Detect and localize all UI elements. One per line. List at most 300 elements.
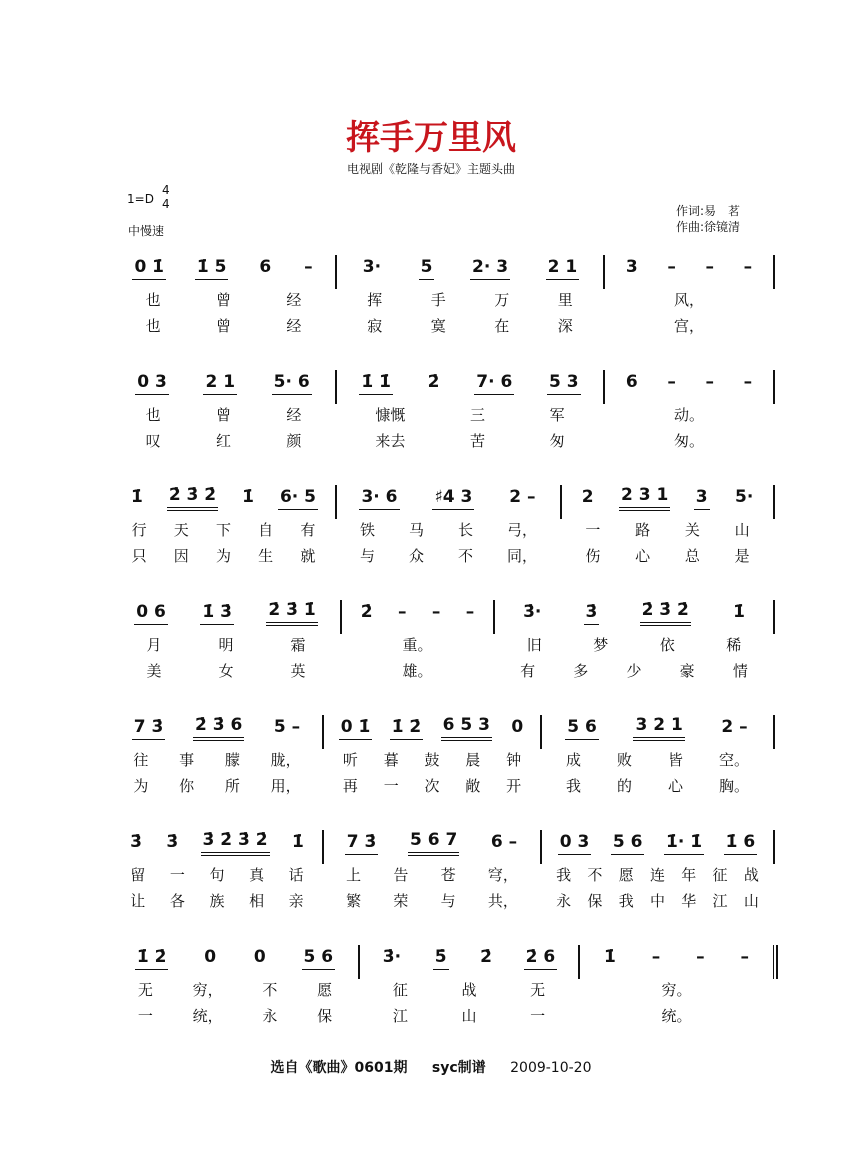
lyric-syllable: 中 bbox=[649, 892, 665, 910]
lyric-syllable: 胧， bbox=[270, 751, 301, 769]
lyric-syllable: 深 bbox=[557, 317, 573, 335]
barline bbox=[358, 945, 360, 979]
lyric-syllable: 自 bbox=[258, 521, 274, 539]
lyric-syllable: 败 bbox=[616, 751, 632, 769]
lyric-line-1 bbox=[118, 404, 329, 430]
note-group: – bbox=[743, 372, 753, 392]
lyric-syllable: 三 bbox=[469, 406, 485, 424]
lyric-syllable: 是 bbox=[734, 547, 750, 565]
lyric-syllable: 关 bbox=[684, 521, 700, 539]
lyric-line-1 bbox=[118, 289, 329, 315]
footer-source: 选自《歌曲》0601期 bbox=[270, 1060, 408, 1076]
note-group: 7 3̇ bbox=[345, 832, 379, 855]
lyric-syllable: 用， bbox=[270, 777, 301, 795]
lyric-syllable: 同， bbox=[506, 547, 537, 565]
note-group: 6 bbox=[625, 372, 638, 392]
note-group: 2 1 bbox=[203, 372, 237, 395]
note-group: – bbox=[705, 372, 714, 392]
note-group: 6 – bbox=[490, 832, 518, 852]
note-group: – bbox=[696, 947, 705, 967]
lyric-line-1 bbox=[366, 979, 572, 1005]
note-group: 2 1 bbox=[546, 257, 580, 280]
lyric-syllable: 所 bbox=[224, 777, 240, 795]
barline bbox=[335, 255, 337, 289]
note-group: 6 5 3 bbox=[441, 715, 492, 741]
notes bbox=[343, 483, 554, 513]
score-row bbox=[118, 943, 778, 1053]
lyric-line-2 bbox=[366, 1005, 572, 1031]
note-group: 2 3 1 bbox=[619, 485, 670, 511]
note-group: 0 3 bbox=[558, 832, 592, 855]
barline bbox=[773, 600, 775, 634]
note-group: 1̇ 6 bbox=[724, 832, 758, 855]
lyric-line-2 bbox=[118, 545, 329, 571]
barline bbox=[560, 485, 562, 519]
note-group: 2̇ 3̇ 1̇ bbox=[266, 600, 317, 626]
lyric-syllable: 我 bbox=[565, 777, 581, 795]
lyric-syllable: 来去 bbox=[375, 432, 406, 450]
note-group: 3· 6 bbox=[359, 487, 399, 510]
notes bbox=[501, 598, 767, 628]
lyric-syllable: 共， bbox=[487, 892, 518, 910]
note-group: 1̇ bbox=[603, 947, 616, 967]
note-group: 3̇ bbox=[584, 602, 600, 625]
lyric-line-2 bbox=[330, 775, 534, 801]
lyric-line-2 bbox=[348, 660, 487, 686]
lyric-syllable: 霜 bbox=[290, 636, 306, 654]
lyric-line-1 bbox=[348, 634, 487, 660]
lyric-syllable: 手 bbox=[430, 291, 446, 309]
barline bbox=[773, 715, 775, 749]
lyric-syllable: 上 bbox=[346, 866, 362, 884]
barline bbox=[493, 600, 495, 634]
note-group: 5 – bbox=[273, 717, 301, 737]
lyric-syllable: 月 bbox=[146, 636, 162, 654]
note-group: 3̇ 2̇ 3̇ 2̇ bbox=[201, 830, 270, 856]
barline bbox=[773, 485, 775, 519]
lyric-line-2 bbox=[118, 775, 316, 801]
score-row bbox=[118, 368, 778, 478]
lyric-syllable: 多 bbox=[573, 662, 589, 680]
lyric-syllable: 铁 bbox=[359, 521, 375, 539]
lyric-syllable: 依 bbox=[659, 636, 675, 654]
time-signature bbox=[162, 183, 170, 211]
lyric-syllable: 事 bbox=[179, 751, 195, 769]
lyric-syllable: 山 bbox=[461, 1007, 477, 1025]
lyric-syllable: 情 bbox=[732, 662, 748, 680]
measure bbox=[343, 483, 554, 593]
lyric-line-1 bbox=[118, 749, 316, 775]
lyric-syllable: 经 bbox=[286, 291, 302, 309]
lyric-syllable: 经 bbox=[286, 406, 302, 424]
notes bbox=[366, 943, 572, 973]
lyric-syllable: 各 bbox=[169, 892, 185, 910]
measure bbox=[568, 483, 767, 593]
lyric-syllable: 也 bbox=[145, 291, 161, 309]
barline bbox=[540, 715, 542, 749]
lyric-syllable: 江 bbox=[712, 892, 728, 910]
lyric-syllable: 华 bbox=[681, 892, 697, 910]
lyric-line-1 bbox=[548, 749, 767, 775]
lyric-line-1 bbox=[118, 979, 352, 1005]
measure bbox=[118, 598, 334, 708]
lyric-syllable: 风， bbox=[673, 291, 704, 309]
lyric-line-2 bbox=[611, 430, 767, 456]
barline bbox=[322, 715, 324, 749]
measure bbox=[348, 598, 487, 708]
note-group: 2̇ 3̇ 6 bbox=[193, 715, 244, 741]
note-group: – bbox=[431, 602, 441, 622]
note-group: 2 bbox=[581, 487, 594, 507]
measure bbox=[118, 713, 316, 823]
note-group: 1̇ bbox=[242, 487, 254, 507]
lyric-syllable: 山 bbox=[743, 892, 759, 910]
lyric-line-2 bbox=[118, 660, 334, 686]
barline bbox=[340, 600, 342, 634]
note-group: 7 3̇ bbox=[132, 717, 166, 740]
lyric-syllable: 与 bbox=[440, 892, 456, 910]
lyric-line-1 bbox=[118, 634, 334, 660]
lyric-syllable: 伤 bbox=[585, 547, 601, 565]
note-group: 5̇ bbox=[433, 947, 449, 970]
note-group: 5· bbox=[734, 487, 754, 507]
note-group: – bbox=[705, 257, 714, 277]
lyric-syllable: 长 bbox=[457, 521, 473, 539]
lyric-syllable: 与 bbox=[359, 547, 375, 565]
note-group: 2 – bbox=[509, 487, 536, 507]
lyric-syllable: 鼓 bbox=[424, 751, 440, 769]
measure bbox=[611, 253, 767, 363]
note-group: 1̇ 2̇ bbox=[135, 947, 169, 970]
lyric-syllable: 颜 bbox=[286, 432, 302, 450]
lyric-line-2 bbox=[611, 315, 767, 341]
lyric-syllable: 次 bbox=[424, 777, 440, 795]
notes bbox=[118, 368, 329, 398]
lyric-syllable: 朦 bbox=[224, 751, 240, 769]
lyric-syllable: 穷。 bbox=[661, 981, 692, 999]
measure bbox=[501, 598, 767, 708]
lyric-syllable: 句 bbox=[209, 866, 225, 884]
lyric-syllable: 也 bbox=[145, 406, 161, 424]
lyricist: 作词:易 茗 bbox=[676, 204, 741, 218]
note-group: 3 2 1 bbox=[633, 715, 684, 741]
lyric-syllable: 晨 bbox=[465, 751, 481, 769]
note-group: 3̇· bbox=[382, 947, 402, 967]
lyric-syllable: 你 bbox=[179, 777, 195, 795]
lyric-syllable: 一 bbox=[585, 521, 601, 539]
note-group: – bbox=[304, 257, 313, 277]
lyric-syllable: 山 bbox=[734, 521, 750, 539]
lyric-syllable: 保 bbox=[317, 1007, 333, 1025]
note-group: 1̇ bbox=[130, 487, 143, 507]
measure bbox=[548, 828, 767, 938]
lyric-syllable: 美 bbox=[146, 662, 162, 680]
note-group: 7· 6 bbox=[474, 372, 514, 395]
measure bbox=[330, 828, 534, 938]
lyric-syllable: 愿 bbox=[317, 981, 333, 999]
lyric-syllable: 为 bbox=[133, 777, 149, 795]
notes bbox=[118, 943, 352, 973]
composer: 作曲:徐镜清 bbox=[676, 220, 741, 234]
lyric-syllable: 战 bbox=[461, 981, 477, 999]
lyric-syllable: 心 bbox=[667, 777, 683, 795]
lyric-syllable: 开 bbox=[506, 777, 522, 795]
lyric-syllable: 马 bbox=[408, 521, 424, 539]
measure bbox=[611, 368, 767, 478]
measure bbox=[343, 253, 597, 363]
barline bbox=[773, 370, 775, 404]
lyric-syllable: 少 bbox=[626, 662, 642, 680]
notes bbox=[548, 713, 767, 743]
lyric-syllable: 宫， bbox=[673, 317, 704, 335]
footer bbox=[0, 1057, 862, 1077]
lyric-syllable: 成 bbox=[565, 751, 581, 769]
lyric-syllable: 曾 bbox=[215, 317, 231, 335]
note-group: ♯4 3 bbox=[432, 487, 474, 510]
lyric-syllable: 的 bbox=[616, 777, 632, 795]
note-group: 2̇ bbox=[427, 372, 440, 392]
lyric-syllable: 相 bbox=[249, 892, 265, 910]
score-row bbox=[118, 713, 778, 823]
notes bbox=[118, 828, 316, 858]
score-row bbox=[118, 253, 778, 363]
lyric-syllable: 下 bbox=[215, 521, 231, 539]
lyric-syllable: 统。 bbox=[661, 1007, 692, 1025]
lyric-line-1 bbox=[330, 749, 534, 775]
notes bbox=[586, 943, 767, 973]
measure bbox=[330, 713, 534, 823]
lyric-line-1 bbox=[611, 289, 767, 315]
lyric-syllable: 听 bbox=[342, 751, 358, 769]
lyric-syllable: 往 bbox=[133, 751, 149, 769]
notes bbox=[611, 368, 767, 398]
credits bbox=[676, 203, 740, 235]
note-group: 1̇ 1̇ bbox=[359, 372, 393, 395]
note-group: 6· 5 bbox=[278, 487, 318, 510]
lyric-syllable: 匆 bbox=[549, 432, 565, 450]
lyric-syllable: 也 bbox=[145, 317, 161, 335]
lyric-line-2 bbox=[548, 775, 767, 801]
note-group: 6 bbox=[259, 257, 272, 277]
notes bbox=[568, 483, 767, 513]
lyric-line-1 bbox=[343, 404, 597, 430]
note-group: 3 bbox=[694, 487, 710, 510]
notes bbox=[611, 253, 767, 283]
lyric-syllable: 动。 bbox=[673, 406, 704, 424]
lyric-syllable: 有 bbox=[520, 662, 536, 680]
notes bbox=[118, 713, 316, 743]
lyric-syllable: 敞 bbox=[465, 777, 481, 795]
lyric-line-2 bbox=[330, 890, 534, 916]
lyric-line-1 bbox=[568, 519, 767, 545]
lyric-syllable: 万 bbox=[494, 291, 510, 309]
note-group: 1̇ 3̇ bbox=[200, 602, 234, 625]
barline bbox=[603, 370, 605, 404]
barline bbox=[335, 485, 337, 519]
lyric-syllable: 永 bbox=[262, 1007, 278, 1025]
lyric-syllable: 弓， bbox=[506, 521, 537, 539]
note-group: 3 bbox=[625, 257, 638, 277]
time-signature-top: 4 bbox=[162, 183, 170, 197]
lyric-syllable: 战 bbox=[743, 866, 759, 884]
lyric-syllable: 穷， bbox=[192, 981, 223, 999]
lyric-syllable: 天 bbox=[173, 521, 189, 539]
lyric-syllable: 旧 bbox=[526, 636, 542, 654]
barline bbox=[322, 830, 324, 864]
note-group: 2̇ 3̇ 2̇ bbox=[167, 485, 218, 511]
footer-date: 2009-10-20 bbox=[510, 1060, 592, 1076]
lyric-syllable: 就 bbox=[300, 547, 316, 565]
lyric-line-2 bbox=[343, 430, 597, 456]
lyric-syllable: 年 bbox=[681, 866, 697, 884]
lyric-syllable: 一 bbox=[137, 1007, 153, 1025]
lyric-syllable: 女 bbox=[218, 662, 234, 680]
note-group: 2̇ 3̇ 2̇ bbox=[640, 600, 691, 626]
note-group: 3̇ bbox=[130, 832, 143, 852]
lyric-line-2 bbox=[118, 430, 329, 456]
notes bbox=[330, 828, 534, 858]
lyric-syllable: 繁 bbox=[346, 892, 362, 910]
score-row bbox=[118, 828, 778, 938]
notes bbox=[118, 483, 329, 513]
barline bbox=[773, 255, 775, 289]
lyric-line-1 bbox=[343, 289, 597, 315]
lyric-syllable: 真 bbox=[249, 866, 265, 884]
note-group: – bbox=[667, 372, 676, 392]
note-group: 0 bbox=[204, 947, 217, 967]
barline bbox=[603, 255, 605, 289]
lyric-syllable: 征 bbox=[712, 866, 728, 884]
note-group: 5 6 bbox=[565, 717, 599, 740]
lyric-syllable: 族 bbox=[209, 892, 225, 910]
lyric-syllable: 一 bbox=[383, 777, 399, 795]
lyric-line-2 bbox=[118, 315, 329, 341]
lyric-syllable: 只 bbox=[131, 547, 147, 565]
lyric-syllable: 为 bbox=[215, 547, 231, 565]
note-group: 0 1̇ bbox=[339, 717, 373, 740]
note-group: 2̇ 6 bbox=[524, 947, 558, 970]
note-group: – bbox=[651, 947, 661, 967]
notes bbox=[343, 253, 597, 283]
lyric-syllable: 暮 bbox=[383, 751, 399, 769]
lyric-syllable: 一 bbox=[169, 866, 185, 884]
lyric-syllable: 生 bbox=[258, 547, 274, 565]
note-group: 0 bbox=[253, 947, 266, 967]
note-group: 1̇ bbox=[291, 832, 304, 852]
measure bbox=[118, 253, 329, 363]
note-group: 5 bbox=[419, 257, 435, 280]
note-group: – bbox=[743, 257, 753, 277]
lyric-syllable: 慷慨 bbox=[375, 406, 406, 424]
note-group: 3· bbox=[362, 257, 382, 277]
lyric-syllable: 豪 bbox=[679, 662, 695, 680]
note-group: 5 6 bbox=[611, 832, 645, 855]
lyric-syllable: 叹 bbox=[145, 432, 161, 450]
song-title: 挥手万里风 bbox=[346, 118, 516, 158]
lyric-syllable: 寂 bbox=[367, 317, 383, 335]
lyric-line-1 bbox=[548, 864, 767, 890]
lyric-line-2 bbox=[548, 890, 767, 916]
lyric-syllable: 红 bbox=[215, 432, 231, 450]
lyric-line-2 bbox=[118, 890, 316, 916]
lyric-syllable: 不 bbox=[262, 981, 278, 999]
note-group: 0 6 bbox=[134, 602, 168, 625]
lyric-syllable: 保 bbox=[587, 892, 603, 910]
lyric-line-2 bbox=[118, 1005, 352, 1031]
measure bbox=[366, 943, 572, 1053]
note-group: 5 3 bbox=[547, 372, 581, 395]
score-row bbox=[118, 598, 778, 708]
lyric-syllable: 征 bbox=[392, 981, 408, 999]
lyric-syllable: 不 bbox=[587, 866, 603, 884]
lyric-syllable: 皆 bbox=[667, 751, 683, 769]
time-signature-bottom: 4 bbox=[162, 197, 170, 211]
lyric-syllable: 路 bbox=[635, 521, 651, 539]
lyric-syllable: 寞 bbox=[430, 317, 446, 335]
barline bbox=[335, 370, 337, 404]
lyric-syllable: 一 bbox=[530, 1007, 546, 1025]
note-group: 1̇· 1̇ bbox=[664, 832, 704, 855]
lyric-syllable: 挥 bbox=[367, 291, 383, 309]
notes bbox=[118, 253, 329, 283]
note-group: 5 6 7 bbox=[408, 830, 459, 856]
lyric-line-2 bbox=[501, 660, 767, 686]
measure bbox=[118, 368, 329, 478]
lyric-syllable: 经 bbox=[286, 317, 302, 335]
lyric-line-1 bbox=[501, 634, 767, 660]
lyric-syllable: 愿 bbox=[618, 866, 634, 884]
lyric-syllable: 无 bbox=[137, 981, 153, 999]
measure bbox=[118, 828, 316, 938]
lyric-syllable: 总 bbox=[684, 547, 700, 565]
key-signature: 1=D bbox=[127, 192, 154, 206]
note-group: 1̇ bbox=[733, 602, 745, 622]
lyric-syllable: 钟 bbox=[506, 751, 522, 769]
lyric-syllable: 里 bbox=[557, 291, 573, 309]
lyric-syllable: 曾 bbox=[215, 291, 231, 309]
tempo-marking: 中慢速 bbox=[128, 224, 165, 238]
note-group: – bbox=[740, 947, 750, 967]
lyric-syllable: 永 bbox=[556, 892, 572, 910]
lyric-line-1 bbox=[611, 404, 767, 430]
barline bbox=[773, 945, 778, 979]
lyric-syllable: 梦 bbox=[593, 636, 609, 654]
note-group: 1̇ 2̇ bbox=[390, 717, 424, 740]
note-group: 2 – bbox=[721, 717, 748, 737]
song-subtitle: 电视剧《乾隆与香妃》主题头曲 bbox=[346, 162, 515, 176]
measure bbox=[118, 943, 352, 1053]
lyric-syllable: 亲 bbox=[288, 892, 304, 910]
note-group: 3̇ bbox=[166, 832, 179, 852]
lyric-syllable: 众 bbox=[408, 547, 424, 565]
lyric-syllable: 让 bbox=[130, 892, 146, 910]
measure bbox=[118, 483, 329, 593]
lyric-syllable: 心 bbox=[635, 547, 651, 565]
lyric-line-2 bbox=[568, 545, 767, 571]
note-group: 0 1̇ bbox=[132, 257, 166, 280]
barline bbox=[578, 945, 580, 979]
lyric-line-1 bbox=[118, 519, 329, 545]
note-group: 2̇ bbox=[480, 947, 492, 967]
lyric-syllable: 英 bbox=[290, 662, 306, 680]
lyric-syllable: 匆。 bbox=[673, 432, 704, 450]
lyric-syllable: 因 bbox=[173, 547, 189, 565]
lyric-syllable: 无 bbox=[530, 981, 546, 999]
note-group: – bbox=[465, 602, 475, 622]
notes bbox=[118, 598, 334, 628]
note-group: 0 bbox=[511, 717, 524, 737]
notes bbox=[330, 713, 534, 743]
